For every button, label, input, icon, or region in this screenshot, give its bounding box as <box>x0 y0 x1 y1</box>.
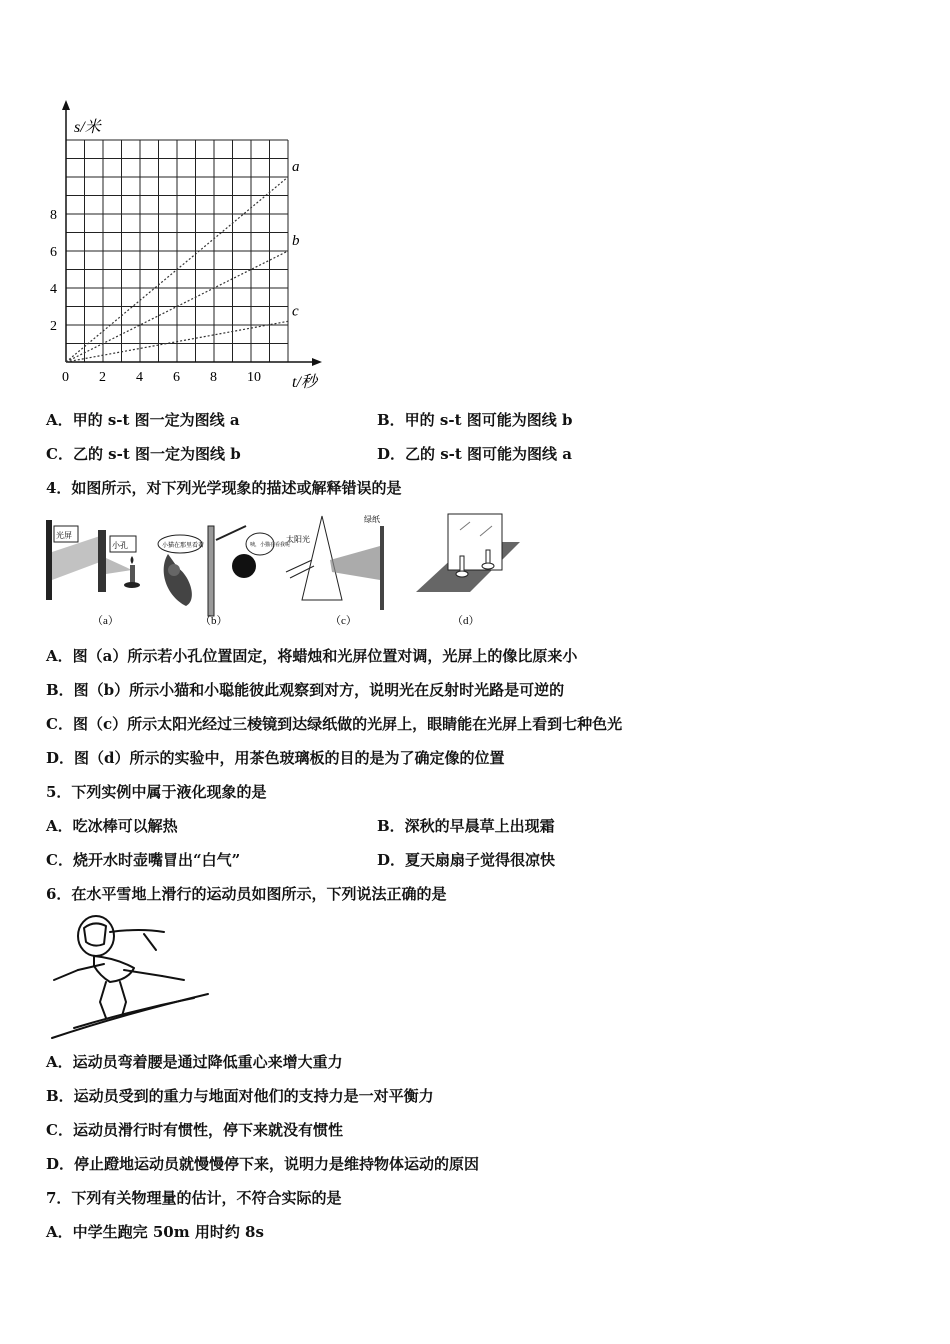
figure-d-glass-plate <box>416 514 520 592</box>
q4-option-a[interactable]: A．图（a）所示若小孔位置固定，将蜡烛和光屏位置对调，光屏上的像比原来小 <box>46 647 578 665</box>
q4-option-b[interactable]: B．图（b）所示小猫和小聪能彼此观察到对方，说明光在反射时光路是可逆的 <box>46 681 565 699</box>
q5-option-a[interactable]: A．吃冰棒可以解热 <box>46 817 178 835</box>
figure-c-prism <box>286 515 384 610</box>
q5-option-d[interactable]: D．夏天扇扇子觉得很凉快 <box>377 851 556 869</box>
x-tick-label: 4 <box>136 370 143 385</box>
y-tick-label: 2 <box>50 319 57 334</box>
q6-stem: 6．在水平雪地上滑行的运动员如图所示，下列说法正确的是 <box>46 885 447 903</box>
svg-text:咦，小猫在看我呢: 咦，小猫在看我呢 <box>250 543 291 548</box>
figure-c-label: （c） <box>330 615 357 627</box>
figure-b-cat-mirror <box>158 526 290 616</box>
st-chart-svg <box>40 100 340 400</box>
series-label-c: c <box>292 303 299 320</box>
q5-stem: 5．下列实例中属于液化现象的是 <box>46 783 267 801</box>
y-axis-label: s/米 <box>74 119 101 136</box>
series-label-a: a <box>292 159 300 175</box>
q6-option-a[interactable]: A．运动员弯着腰是通过降低重心来增大重力 <box>46 1053 343 1071</box>
y-axis-arrow <box>62 100 70 110</box>
q3-option-d[interactable]: D．乙的 s-t 图可能为图线 a <box>377 445 572 463</box>
svg-text:绿纸: 绿纸 <box>364 515 380 524</box>
q5-option-c[interactable]: C．烧开水时壶嘴冒出“白气” <box>46 851 241 869</box>
y-tick-label: 8 <box>50 208 57 223</box>
q4-option-c[interactable]: C．图（c）所示太阳光经过三棱镜到达绿纸做的光屏上，眼睛能在光屏上看到七种色光 <box>46 715 623 733</box>
figure-a-pinhole <box>46 520 140 600</box>
q4-stem: 4．如图所示，对下列光学现象的描述或解释错误的是 <box>46 479 402 497</box>
svg-text:太阳光: 太阳光 <box>286 535 310 544</box>
svg-text:小孔: 小孔 <box>112 541 128 550</box>
chart-ticks <box>50 208 261 385</box>
y-tick-label: 4 <box>50 282 57 297</box>
x-axis-arrow <box>312 358 322 366</box>
svg-text:光屏: 光屏 <box>56 531 72 540</box>
st-graph <box>40 100 340 400</box>
x-tick-label: 0 <box>62 370 69 385</box>
figure-d-label: （d） <box>452 615 480 627</box>
q3-option-c[interactable]: C．乙的 s-t 图一定为图线 b <box>46 445 241 463</box>
q4-option-d[interactable]: D．图（d）所示的实验中，用茶色玻璃板的目的是为了确定像的位置 <box>46 749 505 767</box>
q4-figures <box>40 510 530 630</box>
q6-option-b[interactable]: B．运动员受到的重力与地面对他们的支持力是一对平衡力 <box>46 1087 434 1105</box>
q5-option-b[interactable]: B．深秋的早晨草上出现霜 <box>377 817 555 835</box>
q6-option-d[interactable]: D．停止蹬地运动员就慢慢停下来，说明力是维持物体运动的原因 <box>46 1155 480 1173</box>
svg-text:小猫在那里看着: 小猫在那里看着 <box>162 543 205 549</box>
figure-a-label: （a） <box>92 615 119 627</box>
chart-series <box>66 159 300 362</box>
chart-grid <box>66 140 288 362</box>
q3-option-a[interactable]: A．甲的 s-t 图一定为图线 a <box>46 411 240 429</box>
q3-option-b[interactable]: B．甲的 s-t 图可能为图线 b <box>377 411 573 429</box>
series-label-b: b <box>292 233 300 249</box>
y-tick-label: 6 <box>50 245 57 260</box>
q6-skier-figure <box>44 910 214 1040</box>
figure-b-label: （b） <box>200 615 228 627</box>
x-tick-label: 2 <box>99 370 106 385</box>
x-axis-label: t/秒 <box>292 374 317 391</box>
q6-option-c[interactable]: C．运动员滑行时有惯性，停下来就没有惯性 <box>46 1121 343 1139</box>
x-tick-label: 6 <box>173 370 180 385</box>
q7-stem: 7．下列有关物理量的估计，不符合实际的是 <box>46 1189 342 1207</box>
x-tick-label: 10 <box>247 370 261 385</box>
x-tick-label: 8 <box>210 370 217 385</box>
q7-option-a[interactable]: A．中学生跑完 50m 用时约 8s <box>46 1223 264 1241</box>
